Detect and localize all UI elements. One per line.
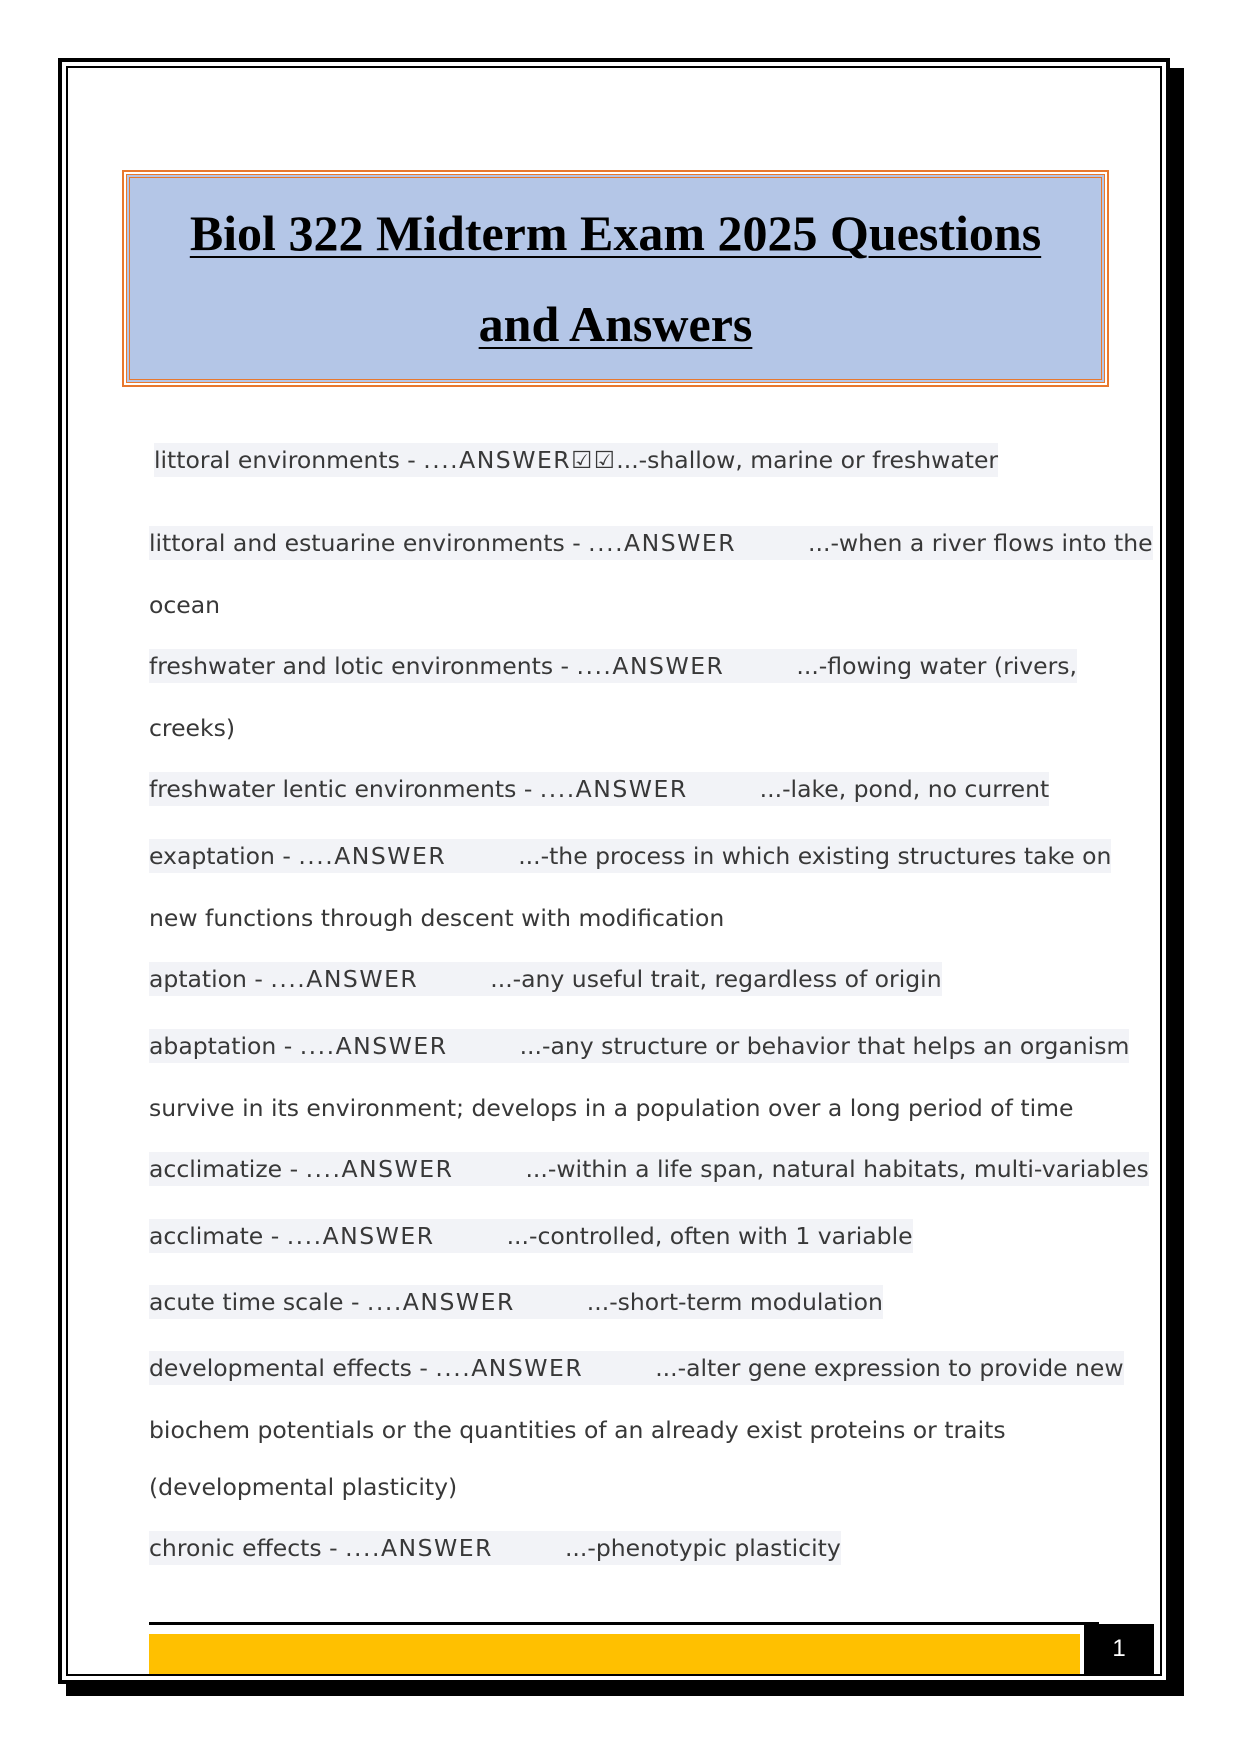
qa-entry: [154, 445, 998, 475]
qa-entry-highlight: [149, 962, 942, 996]
answer-marker: ....ANSWER: [286, 1222, 435, 1250]
qa-entry-highlight: [149, 772, 1049, 806]
footer-bar: [149, 1634, 1080, 1674]
qa-entry-highlight: [149, 1351, 1124, 1385]
qa-answer: ...-any structure or behavior that helps an organism: [519, 1032, 1130, 1060]
qa-entry-highlight: [149, 1029, 1129, 1063]
qa-entry-highlight: [149, 1219, 913, 1253]
answer-marker: ....ANSWER: [576, 652, 725, 680]
answer-marker: ....ANSWER: [270, 965, 419, 993]
qa-entry-highlight: [149, 526, 1153, 560]
qa-entry: [149, 1154, 1149, 1184]
answer-marker: ....ANSWER: [345, 1534, 493, 1562]
document-title: Biol 322 Midterm Exam 2025 Questions and Answers: [189, 204, 1042, 352]
qa-answer: ...-alter gene expression to provide new: [655, 1354, 1124, 1382]
qa-continuation: creeks): [149, 714, 236, 742]
qa-entry-highlight: [149, 839, 1111, 873]
answer-marker: ....ANSWER: [366, 1288, 515, 1316]
qa-answer: ...-the process in which existing structures take on: [518, 842, 1112, 870]
qa-entry: [149, 1287, 883, 1317]
qa-entry: [149, 774, 1049, 804]
qa-term: acute time scale -: [149, 1288, 367, 1316]
qa-entry-highlight: [149, 1531, 841, 1565]
qa-answer: ...-any useful trait, regardless of origin: [490, 965, 942, 993]
answer-marker: ....ANSWER☑☑: [423, 446, 617, 474]
qa-answer: ...-within a life span, natural habitats, multi-variables: [525, 1155, 1149, 1183]
qa-term: acclimate -: [149, 1222, 287, 1250]
qa-answer: ...-short-term modulation: [586, 1288, 883, 1316]
title-box: [126, 174, 1105, 383]
answer-marker: ....ANSWER: [305, 1155, 454, 1183]
qa-entry-highlight: [149, 1285, 883, 1319]
qa-entry: [149, 651, 1077, 681]
qa-answer: ...-phenotypic plasticity: [564, 1534, 841, 1562]
qa-continuation: new functions through descent with modification: [149, 904, 725, 932]
qa-term: freshwater lentic environments -: [149, 775, 540, 803]
qa-continuation: biochem potentials or the quantities of an already exist proteins or traits: [149, 1416, 1006, 1444]
page-number: 1: [1084, 1624, 1154, 1674]
qa-term: developmental effects -: [149, 1354, 436, 1382]
qa-term: freshwater and lotic environments -: [149, 652, 577, 680]
qa-entry: [149, 1221, 913, 1251]
qa-entry: [149, 1353, 1124, 1383]
qa-entry-highlight: [154, 443, 998, 477]
qa-term: chronic effects -: [149, 1534, 346, 1562]
qa-answer: ...-flowing water (rivers,: [796, 652, 1077, 680]
qa-term: littoral environments -: [154, 446, 424, 474]
answer-marker: ....ANSWER: [539, 775, 688, 803]
qa-continuation: survive in its environment; develops in a population over a long period of time: [149, 1094, 1074, 1122]
footer-rule: [149, 1622, 1099, 1625]
answer-marker: ....ANSWER: [435, 1354, 584, 1382]
qa-continuation: ocean: [149, 591, 221, 619]
qa-entry-highlight: [149, 649, 1077, 683]
qa-continuation: (developmental plasticity): [149, 1473, 458, 1501]
answer-marker: ....ANSWER: [299, 1032, 448, 1060]
qa-term: acclimatize -: [149, 1155, 306, 1183]
qa-answer: ...-lake, pond, no current: [759, 775, 1050, 803]
qa-answer: ...-when a river flows into the: [808, 529, 1153, 557]
qa-term: aptation -: [149, 965, 271, 993]
qa-entry: [149, 528, 1153, 558]
qa-answer: ...-shallow, marine or freshwater: [616, 446, 999, 474]
qa-term: abaptation -: [149, 1032, 300, 1060]
answer-marker: ....ANSWER: [588, 529, 737, 557]
qa-term: littoral and estuarine environments -: [149, 529, 589, 557]
qa-entry-highlight: [149, 1152, 1149, 1186]
qa-answer: ...-controlled, often with 1 variable: [506, 1222, 913, 1250]
qa-term: exaptation -: [149, 842, 299, 870]
qa-entry: [149, 1533, 841, 1563]
qa-entry: [149, 964, 942, 994]
qa-entry: [149, 841, 1111, 871]
qa-entry: [149, 1031, 1129, 1061]
answer-marker: ....ANSWER: [298, 842, 447, 870]
